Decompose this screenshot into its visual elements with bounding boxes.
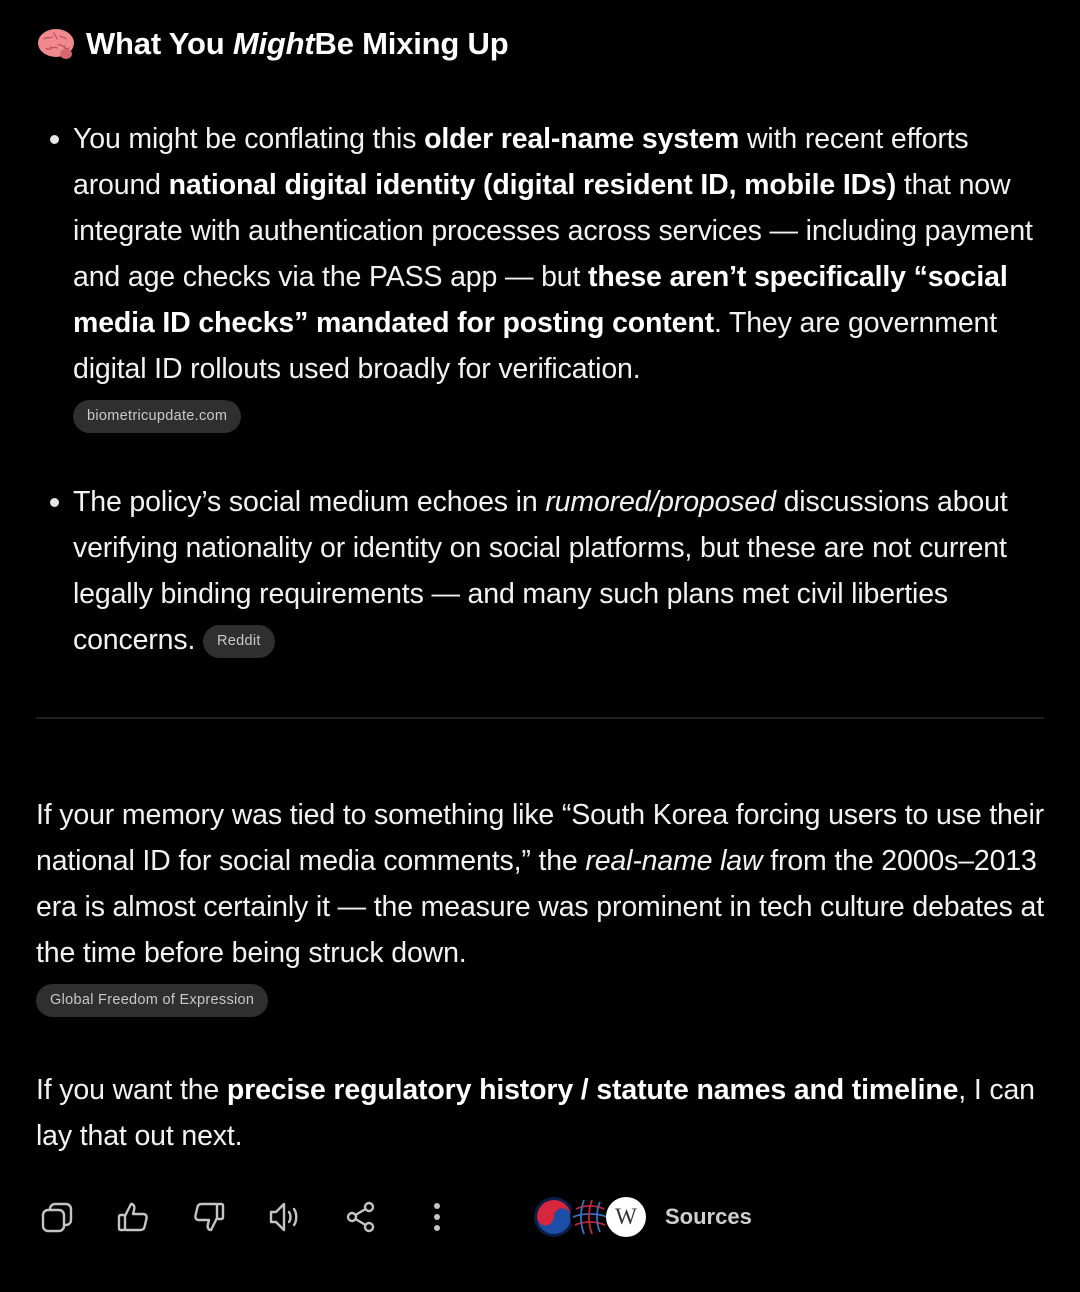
paragraph-memory xyxy=(36,792,1046,1017)
wikipedia-icon: W xyxy=(606,1197,646,1237)
heading-text-italic: Might xyxy=(232,26,315,61)
divider xyxy=(36,717,1044,719)
text-segment: from the 2000s–2013 era is almost certainly it — the measure was prominent in tech culture debates at the time before being struck down. xyxy=(36,845,1044,969)
paragraph-offer xyxy=(36,1067,1046,1159)
bullet-list xyxy=(36,116,1046,663)
bold-segment: national digital identity (digital resident ID, mobile IDs) xyxy=(168,169,897,201)
section-heading xyxy=(36,26,508,62)
heading-text-after: Be Mixing Up xyxy=(314,26,509,61)
text-segment: that now integrate with authentication processes across services — including payment and age checks via the PASS app — but xyxy=(73,169,1033,293)
response-actions-toolbar xyxy=(36,1192,752,1242)
bullet-dot xyxy=(50,135,59,144)
bullet-item xyxy=(36,479,1046,663)
text-segment: You might be conflating this xyxy=(73,123,425,155)
source-chip-reddit[interactable]: Reddit xyxy=(203,625,275,658)
thumbs-up-button[interactable] xyxy=(112,1196,154,1238)
bold-segment: older real-name system xyxy=(424,123,740,155)
read-aloud-button[interactable] xyxy=(264,1196,306,1238)
bullet-dot xyxy=(50,498,59,507)
text-segment: with recent efforts around xyxy=(73,123,969,201)
brain-icon xyxy=(36,27,76,61)
thumbs-down-icon xyxy=(191,1199,227,1235)
italic-segment: rumored/proposed xyxy=(545,486,776,518)
thumbs-down-button[interactable] xyxy=(188,1196,230,1238)
text-segment: discussions about verifying nationality or identity on social platforms, but these are not current legally binding requirements — and many such plans met civil liberties concerns. xyxy=(73,486,1008,656)
source-favicons xyxy=(534,1196,649,1238)
text-segment: If your memory was tied to something like “South Korea forcing users to use their national ID for social media comments,” the xyxy=(36,799,1044,877)
share-button[interactable] xyxy=(340,1196,382,1238)
text-segment: If you want the xyxy=(36,1074,227,1106)
globe-lines-icon xyxy=(570,1197,610,1237)
share-icon xyxy=(343,1199,379,1235)
more-vertical-icon xyxy=(419,1199,455,1235)
speaker-icon xyxy=(267,1199,303,1235)
copy-icon xyxy=(39,1199,75,1235)
text-segment: . They are government digital ID rollouts used broadly for verification. xyxy=(73,307,998,385)
korea-gov-icon xyxy=(534,1197,574,1237)
text-segment: The policy’s social medium echoes in xyxy=(73,486,546,518)
italic-segment: real-name law xyxy=(585,845,763,877)
bold-segment: these aren’t specifically “social media ID checks” mandated for posting content xyxy=(73,261,1008,339)
thumbs-up-icon xyxy=(115,1199,151,1235)
text-segment: , I can lay that out next. xyxy=(36,1074,1035,1152)
copy-button[interactable] xyxy=(36,1196,78,1238)
more-button[interactable] xyxy=(416,1196,458,1238)
bullet-item xyxy=(36,116,1046,433)
heading-text-before: What You xyxy=(86,26,225,61)
sources-button[interactable] xyxy=(534,1196,752,1238)
source-chip-global-freedom[interactable]: Global Freedom of Expression xyxy=(36,984,268,1017)
sources-label: Sources xyxy=(665,1204,752,1229)
source-chip-biometricupdate[interactable]: biometricupdate.com xyxy=(73,400,241,433)
bold-segment: precise regulatory history / statute names and timeline xyxy=(226,1074,959,1106)
